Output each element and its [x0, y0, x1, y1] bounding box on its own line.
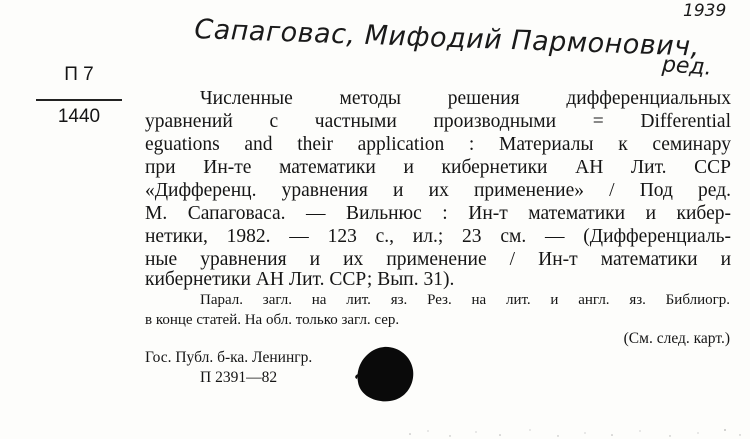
entry-line: М. Сапаговаса. — Вильнюс : Ин-т математики и кибер- [145, 203, 731, 224]
entry-line: нетики, 1982. — 123 с., ил.; 23 см. — (Дифференциаль- [145, 226, 731, 247]
handwritten-year: 1939 [683, 1, 727, 21]
entry-line: eguations and their application : Материалы к семинару [145, 134, 731, 155]
entry-line: ные уравнения и их применение / Ин-т математики и [145, 249, 731, 270]
ink-blot [354, 344, 416, 404]
handwritten-author-name: Сапаговас, Мифодий Пармонович, [193, 14, 701, 63]
shelfmark-number: 1440 [57, 106, 101, 127]
library-code: П 2391—82 [200, 369, 278, 386]
library-name: Гос. Публ. б-ка. Ленингр. [145, 349, 313, 366]
shelfmark-divider [36, 99, 122, 101]
paper-speckle [380, 418, 750, 439]
entry-line: при Ин-те математики и кибернетики АН Лит. ССР [145, 157, 731, 178]
continuation-note: (См. след. карт.) [623, 330, 730, 347]
entry-line: Численные методы решения дифференциальных [200, 88, 731, 109]
notes-line: в конце статей. На обл. только загл. сер. [145, 312, 400, 328]
shelfmark-class: П 7 [64, 64, 94, 85]
notes-line: Парал. загл. на лит. яз. Рез. на лит. и англ. яз. Библиогр. [200, 292, 730, 308]
entry-line: кибернетики АН Лит. ССР; Вып. 31). [145, 269, 455, 290]
entry-line: уравнений с частными производными = Differential [145, 111, 731, 132]
handwritten-role: ред. [661, 52, 713, 81]
entry-line: «Дифференц. уравнения и их применение» / Под ред. [145, 180, 731, 201]
